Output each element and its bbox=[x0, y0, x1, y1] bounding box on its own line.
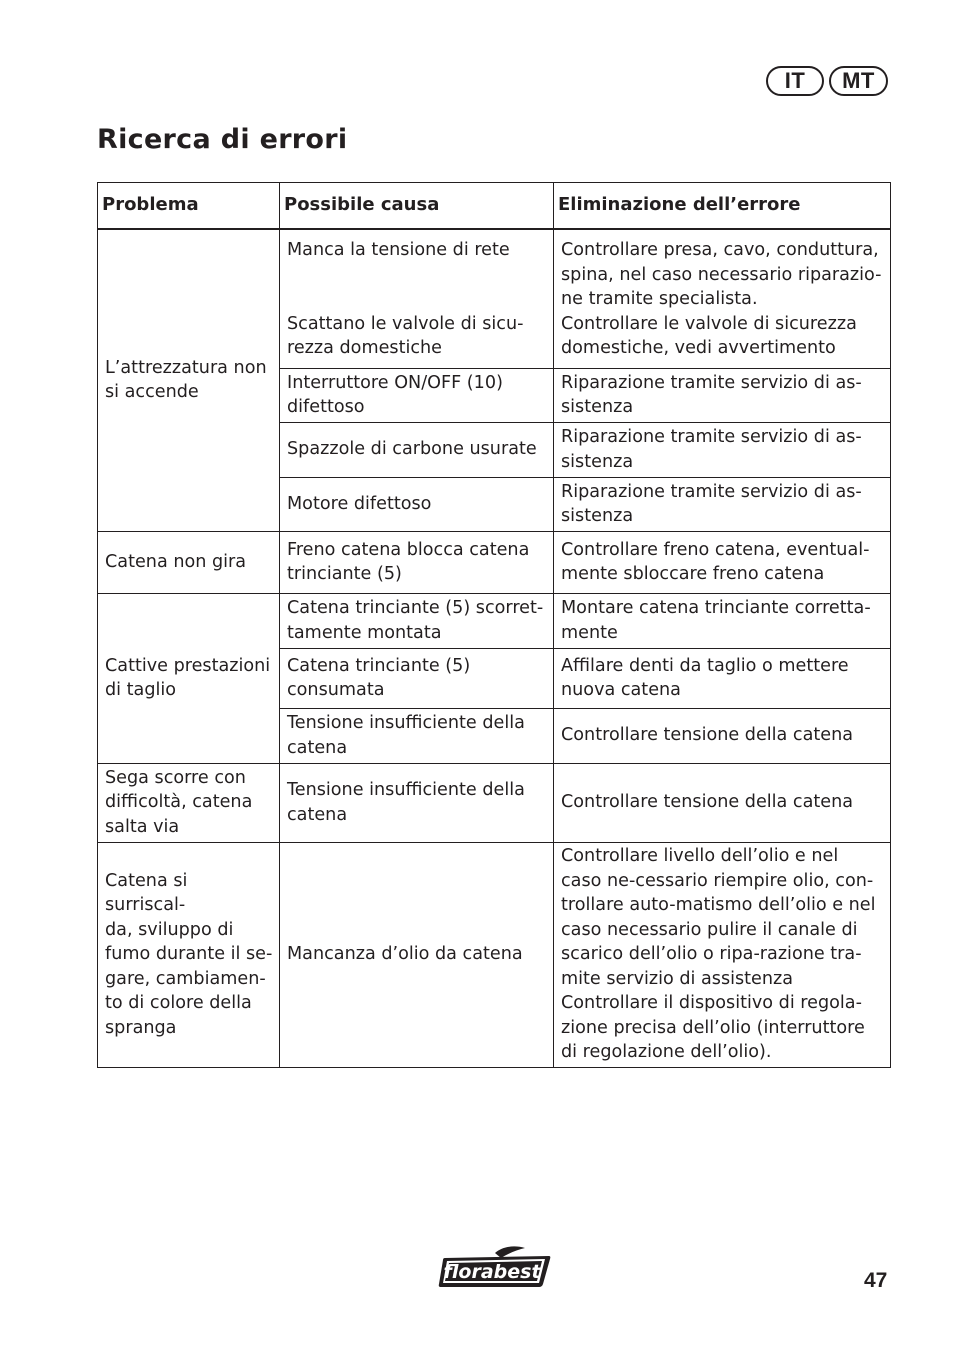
remedy-cell: Controllare freno catena, eventual- mente sbloccare freno catena bbox=[554, 531, 891, 593]
problem-cell: Cattive prestazioni di taglio bbox=[98, 593, 280, 763]
cause-cell: Motore difettoso bbox=[280, 477, 554, 531]
remedy-cell: Montare catena trinciante corretta- mente bbox=[554, 593, 891, 648]
language-badge-mt: MT bbox=[829, 66, 888, 96]
remedy-cell: Riparazione tramite servizio di as- sistenza bbox=[554, 368, 891, 422]
cause-cell: Mancanza d’olio da catena bbox=[280, 842, 554, 1067]
remedy-cell: Riparazione tramite servizio di as- sistenza bbox=[554, 477, 891, 531]
cause-cell: Freno catena blocca catena trinciante (5) bbox=[280, 531, 554, 593]
problem-cell: Sega scorre con difficoltà, catena salta via bbox=[98, 763, 280, 842]
florabest-logo-graphic bbox=[437, 1244, 553, 1290]
table-row bbox=[98, 229, 891, 368]
problem-cell: L’attrezzatura non si accende bbox=[98, 229, 280, 531]
page-number: 47 bbox=[864, 1269, 888, 1292]
column-header-problem: Problema bbox=[98, 183, 280, 230]
problem-cell: Catena si surriscal- da, sviluppo di fumo durante il se- gare, cambiamen- to di colore della spranga bbox=[98, 842, 280, 1067]
table-row bbox=[98, 842, 891, 1067]
table-header-row bbox=[98, 183, 891, 230]
table-row bbox=[98, 531, 891, 593]
table-row bbox=[98, 763, 891, 842]
page-title: Ricerca di errori bbox=[97, 124, 348, 155]
svg-text:florabest: florabest bbox=[443, 1261, 541, 1283]
cause-cell: Tensione insufficiente della catena bbox=[280, 708, 554, 763]
cause-cell: Tensione insufficiente della catena bbox=[280, 763, 554, 842]
troubleshooting-table bbox=[97, 182, 891, 1068]
remedy-cell: Riparazione tramite servizio di as- sistenza bbox=[554, 422, 891, 477]
cause-cell: Manca la tensione di rete Scattano le valvole di sicu- rezza domestiche bbox=[280, 229, 554, 368]
cause-cell: Interruttore ON/OFF (10) difettoso bbox=[280, 368, 554, 422]
problem-cell: Catena non gira bbox=[98, 531, 280, 593]
remedy-cell: Controllare tensione della catena bbox=[554, 708, 891, 763]
florabest-logo bbox=[437, 1244, 553, 1294]
remedy-cell: Affilare denti da taglio o mettere nuova catena bbox=[554, 648, 891, 708]
cause-cell: Spazzole di carbone usurate bbox=[280, 422, 554, 477]
column-header-cause: Possibile causa bbox=[280, 183, 554, 230]
cause-cell: Catena trinciante (5) consumata bbox=[280, 648, 554, 708]
table-row bbox=[98, 593, 891, 648]
remedy-cell: Controllare livello dell’olio e nel caso ne-cessario riempire olio, con- trollare auto-matismo dell’olio e nel caso necessario pulire il canale di scarico dell’olio o ripa-razione tra- mite servizio di assistenza Controllare il dispositivo di regola- zione precisa dell’olio (interruttore di regolazione dell’olio). bbox=[554, 842, 891, 1067]
cause-cell: Catena trinciante (5) scorret- tamente montata bbox=[280, 593, 554, 648]
remedy-cell: Controllare tensione della catena bbox=[554, 763, 891, 842]
language-badge-it: IT bbox=[766, 66, 824, 96]
column-header-remedy: Eliminazione dell’errore bbox=[554, 183, 891, 230]
remedy-cell: Controllare presa, cavo, conduttura, spina, nel caso necessario riparazio- ne tramite specialista. Controllare le valvole di sicurezza domestiche, vedi avvertimento bbox=[554, 229, 891, 368]
